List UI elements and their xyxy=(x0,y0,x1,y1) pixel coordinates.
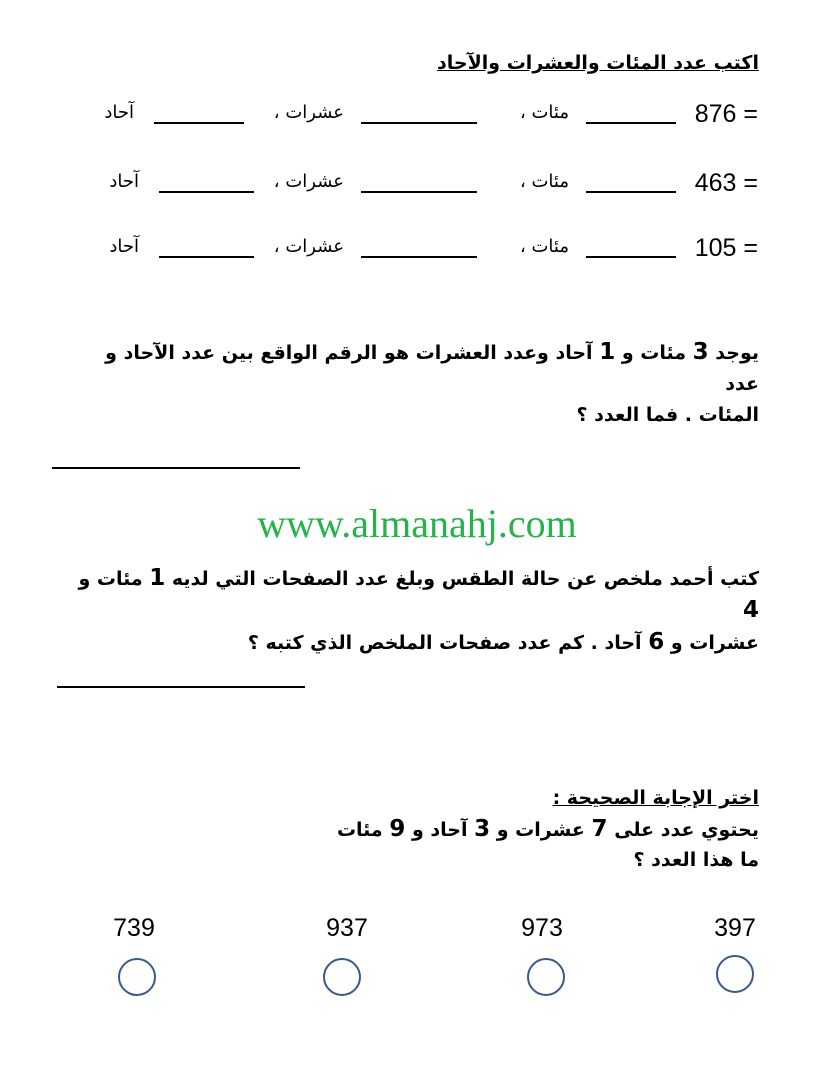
hundreds-blank[interactable] xyxy=(586,256,676,258)
option-radio-397[interactable] xyxy=(716,955,754,993)
question-3-title: اختر الإجابة الصحيحة : xyxy=(552,787,759,809)
hundreds-label: مئات ، xyxy=(519,171,569,192)
ones-label: آحاد xyxy=(104,102,134,123)
option-label: 937 xyxy=(326,914,368,942)
question-3: يحتوي عدد على 7 عشرات و 3 آحاد و 9 مئات ما هذا العدد ؟ xyxy=(336,816,759,871)
option-label: 973 xyxy=(521,914,563,942)
place-value-row xyxy=(0,230,834,270)
tens-blank[interactable] xyxy=(361,256,477,258)
option-radio-739[interactable] xyxy=(118,958,156,996)
tens-label: عشرات ، xyxy=(273,236,344,257)
ones-blank[interactable] xyxy=(154,122,244,124)
option-radio-937[interactable] xyxy=(323,958,361,996)
option-label: 397 xyxy=(714,914,756,942)
tens-label: عشرات ، xyxy=(273,102,344,123)
question-1: يوجد 3 مئات و 1 آحاد وعدد العشرات هو الرقم الواقع بين عدد الآحاد و عدد المئات . فما العدد ؟ xyxy=(105,339,759,426)
row-equation: 876 = xyxy=(694,100,758,128)
question-2: كتب أحمد ملخص عن حالة الطقس وبلغ عدد الصفحات التي لديه 1 مئات و 4 عشرات و 6 آحاد . كم عدد صفحات الملخص الذي كتبه ؟ xyxy=(78,565,759,655)
tens-label: عشرات ، xyxy=(273,171,344,192)
tens-blank[interactable] xyxy=(361,122,477,124)
ones-blank[interactable] xyxy=(159,256,254,258)
answer-line-1[interactable] xyxy=(52,467,300,469)
hundreds-blank[interactable] xyxy=(586,191,676,193)
worksheet-heading: اكتب عدد المئات والعشرات والآحاد xyxy=(437,52,759,74)
place-value-row xyxy=(0,96,834,136)
option-label: 739 xyxy=(113,914,155,942)
option-radio-973[interactable] xyxy=(527,958,565,996)
row-number: 463 xyxy=(694,169,737,197)
ones-label: آحاد xyxy=(109,171,139,192)
place-value-row xyxy=(0,165,834,205)
answer-line-2[interactable] xyxy=(57,686,305,688)
hundreds-label: مئات ، xyxy=(519,102,569,123)
ones-label: آحاد xyxy=(109,236,139,257)
ones-blank[interactable] xyxy=(159,191,254,193)
row-number: 105 xyxy=(694,234,737,262)
row-equation: 463 = xyxy=(694,169,758,197)
row-number: 876 xyxy=(694,100,737,128)
row-equation: 105 = xyxy=(694,234,758,262)
hundreds-blank[interactable] xyxy=(586,122,676,124)
watermark-url: www.almanahj.com xyxy=(257,501,577,546)
tens-blank[interactable] xyxy=(361,191,477,193)
hundreds-label: مئات ، xyxy=(519,236,569,257)
